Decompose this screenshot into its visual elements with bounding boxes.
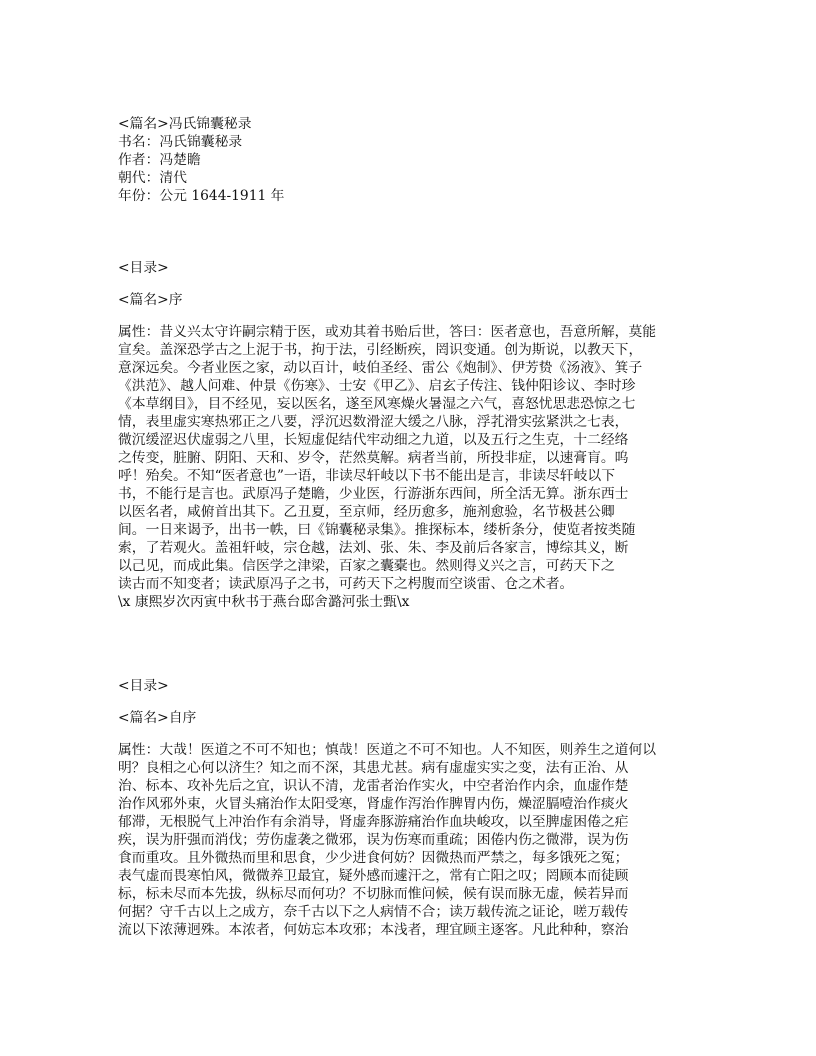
text-line: 疾，误为肝强而消伐；劳伤虚袭之微邪，误为伤寒而重疏；困倦内伤之微滞，误为伤 [118,832,629,848]
preface-body [118,323,656,611]
text-line: 明？良相之心何以济生？知之而不深，其患尤甚。病有虚虚实实之变，法有正治、从 [118,760,629,776]
text-line: 读古而不知变者；读武原冯子之书，可药天下之枵腹而空谈雷、仓之术者。 [118,576,574,592]
text-line: 意深远矣。今者业医之家，动以百计，岐伯圣经、雷公《炮制》、伊芳贽《汤液》、箕子 [118,360,643,376]
header-line: 年份：公元 1644-1911 年 [118,188,285,204]
text-line: 索，了若观火。盖祖轩岐，宗仓越，法刘、张、朱、李及前后各家言，博综其义，断 [118,540,629,556]
text-line: 书，不能行是言也。武原冯子楚瞻，少业医，行游浙东西间，所全活无算。浙东西士 [118,486,629,502]
text-line: 之传变，脏腑、阴阳、天和、岁令，茫然莫解。病者当前，所投非症，以速膏肓。呜 [118,450,629,466]
text-line: 呼！殆矣。不知“医者意也”一语，非读尽轩岐以下书不能出是言，非读尽轩岐以下 [118,468,615,484]
text-line: 《本草纲目》，目不经见，妄以医名，遂至风寒燥火暑湿之六气，喜怒忧思悲恐惊之七 [118,396,636,412]
text-line: 属性：昔义兴太守许嗣宗精于医，或劝其着书贻后世，答曰：医者意也，吾意所解，莫能 [118,324,657,340]
text-line: 治、标本、攻补先后之宜，识认不清，龙雷者治作实火，中空者治作内余，血虚作楚 [118,778,629,794]
text-line: 以医名者，咸俯首出其下。乙丑夏，至京师，经历愈多，施剂愈验，名节极甚公卿 [118,504,615,520]
document-header [118,115,284,205]
header-line: <篇名>冯氏锦囊秘录 [118,116,252,132]
text-line: 宣矣。盖深恐学古之上泥于书，拘于法，引经断疾，罔识变通。创为斯说，以教天下， [118,342,643,358]
text-line: 标，标未尽而本先拔，纵标尽而何功？不切脉而惟问候，候有误而脉无虚，候若异而 [118,886,629,902]
text-line: 何据？守千古以上之成方，奈千古以下之人病情不合；读万载传流之证论，嗟万载传 [118,904,629,920]
section-title-self-preface: <篇名>自序 [118,710,197,726]
toc-link-2[interactable]: <目录> [118,678,169,694]
text-line: 《洪范》、越人问难、仲景《伤寒》、士安《甲乙》、启玄子传注、钱仲阳诊议、李时珍 [118,378,636,394]
text-line: 郁滞，无根脱气上冲治作有余消导，肾虚奔豚游痛治作血块峻攻，以至脾虚困倦之疟 [118,814,629,830]
header-line: 作者：冯楚瞻 [118,152,201,168]
text-line: \x 康熙岁次丙寅中秋书于燕台邸舍潞河张士甄\x [118,594,410,610]
text-line: 情，表里虚实寒热邪正之八要，浮沉迟数滑涩大缓之八脉，浮芤滑实弦紧洪之七表， [118,414,629,430]
text-line: 表气虚而畏寒怕风，微微养卫最宜，疑外感而遽汗之，常有亡阳之叹；罔顾本而徒顾 [118,868,629,884]
text-line: 以己见，而成此集。信医学之津梁，百家之囊橐也。然则得义兴之言，可药天下之 [118,558,615,574]
section-title-preface: <篇名>序 [118,292,183,308]
text-line: 流以下浓薄迥殊。本浓者，何妨忘本攻邪；本浅者，理宜顾主逐客。凡此种种，察治 [118,922,629,938]
text-line: 微沉缓涩迟伏虚弱之八里，长短虚促结代牢动细之九道，以及五行之生克，十二经络 [118,432,629,448]
self-preface-body [118,741,656,939]
toc-link-1[interactable]: <目录> [118,260,169,276]
text-line: 食而重攻。且外微热而里和思食，少少进食何妨？因微热而严禁之，每多饿死之冤； [118,850,629,866]
header-line: 书名：冯氏锦囊秘录 [118,134,243,150]
text-line: 间。一日来谒予，出书一帙，曰《锦囊秘录集》。推探标本，缕析条分，使览者按类随 [118,522,636,538]
text-line: 治作风邪外束，火冒头痛治作太阳受寒，肾虚作泻治作脾胃内伤，燥涩膈噎治作痰火 [118,796,629,812]
header-line: 朝代：清代 [118,170,187,186]
text-line: 属性：大哉！医道之不可不知也；慎哉！医道之不可不知也。人不知医，则养生之道何以 [118,742,657,758]
